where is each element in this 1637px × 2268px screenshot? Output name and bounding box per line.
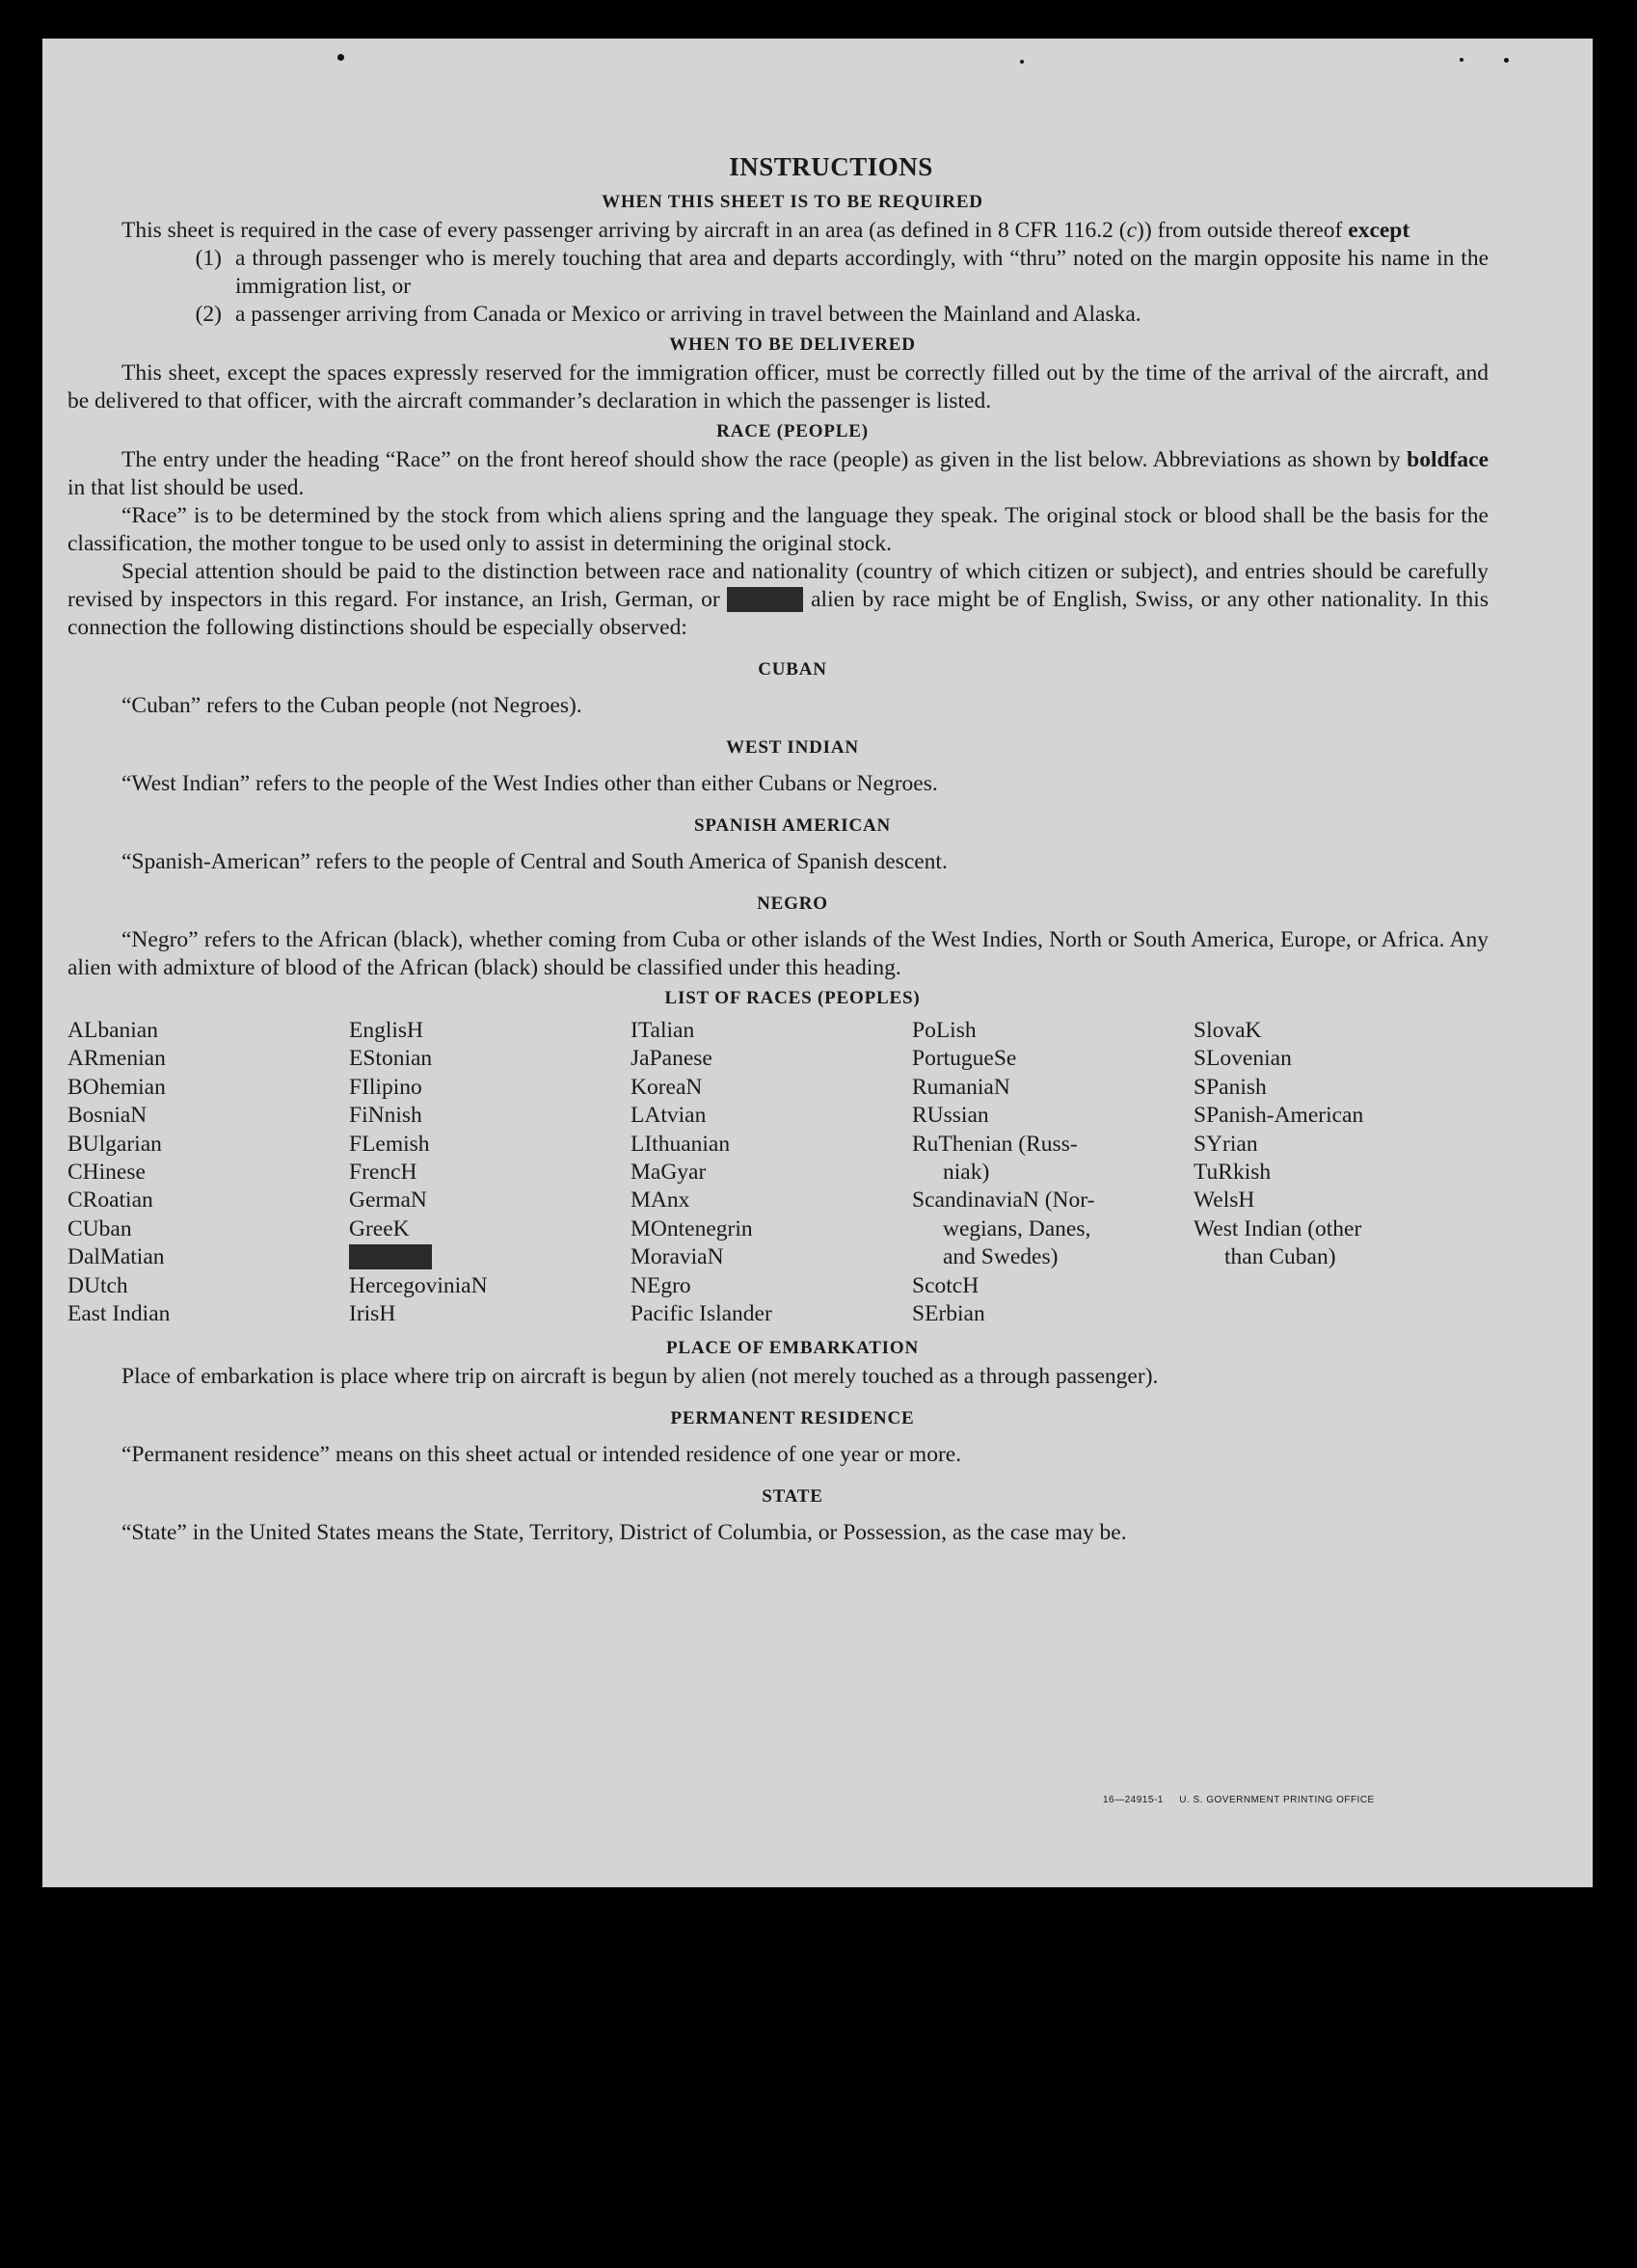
scan-speck	[337, 54, 344, 61]
race-item: WelsH	[1194, 1187, 1255, 1214]
races-list	[67, 1017, 1489, 1328]
race-item: CRoatian	[67, 1187, 153, 1214]
race-item: DalMatian	[67, 1244, 165, 1270]
para-required: This sheet is required in the case of every passenger arriving by aircraft in an area (as defined in 8 CFR 116.2 (c)) from outside thereof except	[121, 218, 1410, 243]
exception-2: (2) a passenger arriving from Canada or Mexico or arriving in travel between the Mainland and Alaska.	[195, 302, 1141, 327]
para-race-2: “Race” is to be determined by the stock from which aliens spring and the language they speak. The original stock or blood shall be the basis for the classification, the mother tongue to be used only to assist in determining the original stock.	[67, 503, 1489, 556]
race-item: MOntenegrin	[631, 1215, 753, 1241]
race-item: GreeK	[349, 1215, 410, 1241]
race-item: FIlipino	[349, 1074, 422, 1100]
para-race-1: The entry under the heading “Race” on the front hereof should show the race (people) as given in the list below. Abbreviations as shown by boldface in that list should be used.	[67, 447, 1489, 500]
race-item: RuThenian (Russ-	[912, 1131, 1078, 1157]
race-item: GermaN	[349, 1187, 427, 1214]
race-item: DUtch	[67, 1272, 128, 1298]
race-item: EStonian	[349, 1046, 433, 1072]
race-item: NEgro	[631, 1272, 691, 1298]
race-item: JaPanese	[631, 1046, 712, 1072]
races-column-3	[631, 1017, 912, 1328]
race-item: PortugueSe	[912, 1046, 1017, 1072]
races-column-5	[1194, 1017, 1483, 1328]
race-item: ARmenian	[67, 1046, 166, 1072]
race-item: ScandinaviaN (Nor-	[912, 1187, 1095, 1214]
document-page	[42, 39, 1593, 1887]
para-residence: “Permanent residence” means on this sheet actual or intended residence of one year or more.	[121, 1442, 962, 1468]
race-item: BOhemian	[67, 1074, 166, 1100]
race-item: RUssian	[912, 1103, 989, 1129]
race-item: SlovaK	[1194, 1018, 1262, 1043]
para-embarkation: Place of embarkation is place where trip on aircraft is begun by alien (not merely touched as a through passenger).	[121, 1364, 1159, 1390]
heading-state: STATE	[762, 1486, 823, 1508]
scan-speck	[1020, 60, 1024, 64]
race-item: SPanish-American	[1194, 1103, 1364, 1129]
race-item: PoLish	[912, 1018, 977, 1043]
para-negro: “Negro” refers to the African (black), whether coming from Cuba or other islands of the West Indies, North or South America, Europe, or Africa. Any alien with admixture of blood of the African (black) should be classified under this heading.	[67, 927, 1489, 980]
race-item: IrisH	[349, 1301, 396, 1327]
race-item: HercegoviniaN	[349, 1272, 488, 1298]
race-item: KoreaN	[631, 1074, 703, 1100]
race-item: SLovenian	[1194, 1046, 1292, 1072]
race-item: LIthuanian	[631, 1131, 731, 1157]
race-item: BosniaN	[67, 1103, 148, 1129]
heading-permanent-residence: PERMANENT RESIDENCE	[670, 1408, 915, 1429]
race-item: RumaniaN	[912, 1074, 1010, 1100]
race-item: ALbanian	[67, 1018, 158, 1043]
exception-1: (1) a through passenger who is merely touching that area and departs accordingly, with “thru” noted on the margin opposite his name in the immigration list, or	[195, 246, 1489, 299]
heading-list-of-races: LIST OF RACES (PEOPLES)	[664, 988, 921, 1008]
race-item: ITalian	[631, 1018, 695, 1043]
race-item: West Indian (other	[1194, 1215, 1362, 1241]
instructions-body	[67, 152, 1489, 1547]
race-item: SYrian	[1194, 1131, 1258, 1157]
para-delivered: This sheet, except the spaces expressly reserved for the immigration officer, must be correctly filled out by the time of the arrival of the aircraft, and be delivered to that officer, with the aircraft commander’s declaration in which the passenger is listed.	[67, 360, 1489, 414]
race-item: MAnx	[631, 1187, 690, 1214]
heading-cuban: CUBAN	[758, 659, 827, 680]
race-item: FrencH	[349, 1160, 417, 1186]
race-item-continued: wegians, Danes,	[943, 1215, 1091, 1241]
scan-speck	[1504, 58, 1509, 63]
race-item: SErbian	[912, 1301, 985, 1327]
race-item: BUlgarian	[67, 1131, 162, 1157]
page-title: INSTRUCTIONS	[729, 152, 933, 181]
race-item: FiNnish	[349, 1103, 422, 1129]
race-item-continued: than Cuban)	[1224, 1244, 1336, 1270]
races-column-2	[349, 1017, 631, 1328]
race-item: CHinese	[67, 1160, 146, 1186]
heading-west-indian: WEST INDIAN	[726, 737, 859, 758]
heading-when-required: WHEN THIS SHEET IS TO BE REQUIRED	[602, 192, 983, 212]
para-west-indian: “West Indian” refers to the people of the West Indies other than either Cubans or Negroes.	[121, 771, 938, 796]
heading-negro: NEGRO	[757, 894, 828, 914]
para-state: “State” in the United States means the State, Territory, District of Columbia, or Possession, as the case may be.	[121, 1520, 1127, 1546]
race-item: MaGyar	[631, 1160, 707, 1186]
races-column-4	[912, 1017, 1194, 1328]
heading-when-delivered: WHEN TO BE DELIVERED	[669, 334, 916, 355]
heading-spanish-american: SPANISH AMERICAN	[693, 815, 892, 836]
scan-speck	[1460, 58, 1463, 62]
race-item: MoraviaN	[631, 1244, 724, 1270]
race-item: LAtvian	[631, 1103, 707, 1129]
heading-place-of-embarkation: PLACE OF EMBARKATION	[666, 1338, 919, 1359]
para-race-3: Special attention should be paid to the distinction between race and nationality (country of which citizen or subject), and entries should be carefully revised by inspectors in this regard. For instance, an Irish, German, or Hebrew alien by race might be of English, Swiss, or any other nationality. In this connection the following distinctions should be especially observed:	[67, 559, 1489, 640]
race-item: Pacific Islander	[631, 1301, 772, 1327]
para-cuban: “Cuban” refers to the Cuban people (not Negroes).	[121, 693, 582, 718]
race-item: TuRkish	[1194, 1160, 1272, 1186]
form-number: 16—24915-1	[1103, 1795, 1164, 1805]
race-item: East Indian	[67, 1301, 171, 1327]
race-item: CUban	[67, 1215, 132, 1241]
para-spanish-american: “Spanish-American” refers to the people of Central and South America of Spanish descent.	[121, 849, 948, 874]
printer-name: U. S. GOVERNMENT PRINTING OFFICE	[1179, 1795, 1375, 1805]
race-item-redacted: HebreW	[349, 1244, 432, 1270]
printer-imprint	[1103, 1795, 1375, 1805]
heading-race: RACE (PEOPLE)	[716, 421, 869, 441]
race-item: EnglisH	[349, 1018, 424, 1043]
race-item: FLemish	[349, 1131, 430, 1157]
race-item-continued: niak)	[943, 1160, 990, 1186]
race-item-continued: and Swedes)	[943, 1244, 1059, 1270]
race-item: SPanish	[1194, 1074, 1267, 1100]
races-column-1	[67, 1017, 349, 1328]
race-item: ScotcH	[912, 1272, 980, 1298]
